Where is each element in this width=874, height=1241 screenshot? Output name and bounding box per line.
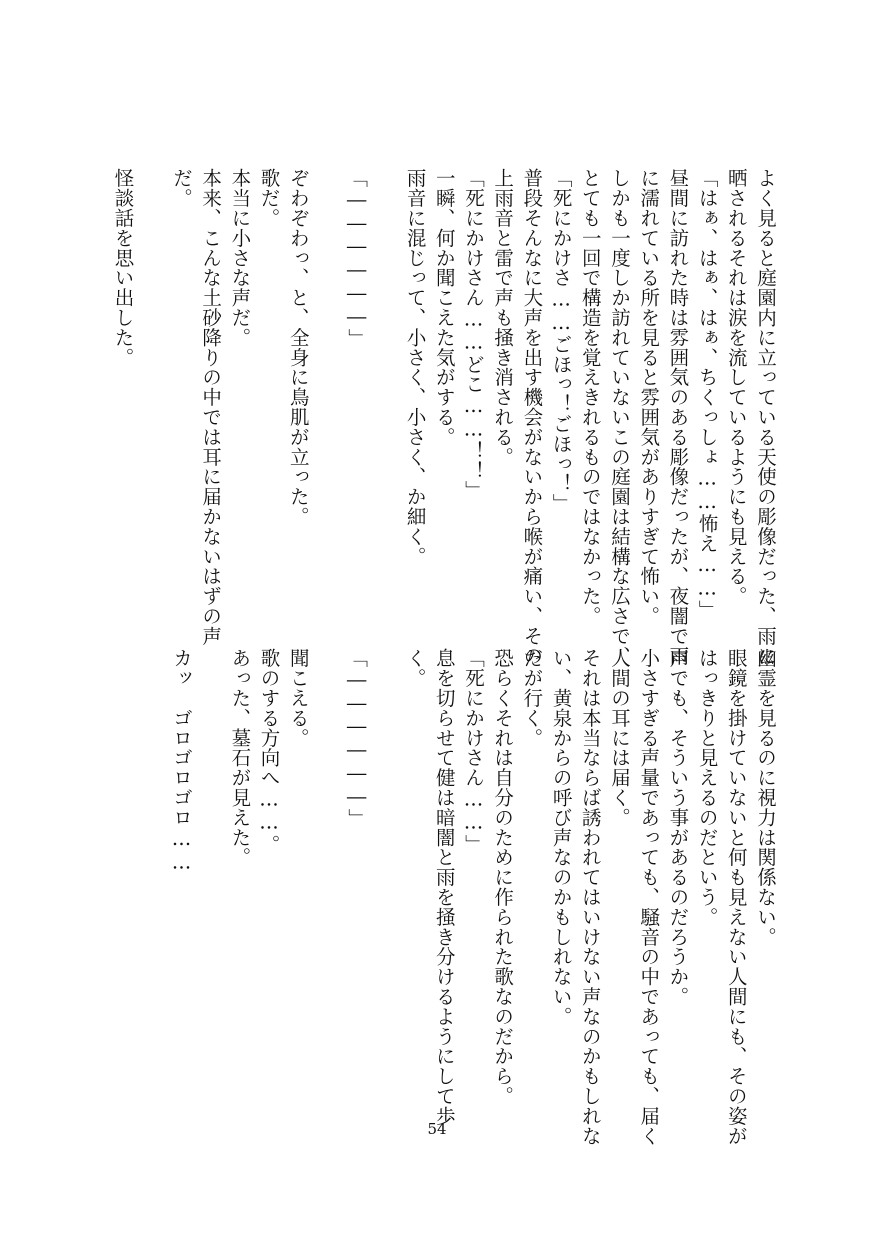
text-line: 声でも、そういう事があるのだろうか。: [666, 648, 690, 1007]
text-block-top: [111, 168, 780, 666]
text-line: [371, 168, 400, 638]
text-line: に濡れている所を見ると雰囲気がありすぎて怖い。: [637, 168, 661, 626]
text-line: 聞こえる。: [286, 648, 310, 748]
text-line: [138, 168, 167, 638]
text-line: 晒されるそれは涙を流しているようにも見える。: [724, 168, 748, 606]
text-line: 幽霊を見るのに視力は関係ない。: [754, 648, 777, 947]
text-line: 小さすぎる声量であっても、騒音の中であっても、届く: [637, 648, 661, 1146]
text-line: [313, 168, 342, 638]
text-line: よく見ると庭園内に立っている天使の彫像だった、雨に: [754, 168, 777, 666]
text-line: だ。: [169, 168, 193, 208]
text-line: [313, 648, 342, 1118]
text-line: [196, 648, 225, 1118]
text-line: 上雨音と雷で声も掻き消される。: [491, 168, 515, 467]
text-line: 「死にかけさ……ごほっ！ごほっ！」: [549, 168, 573, 514]
text-line: はっきりと見えるのだという。: [695, 648, 719, 927]
text-line: 歌だ。: [257, 168, 281, 228]
text-line: 雨音に混じって、小さく、小さく、か細く。: [403, 168, 427, 566]
text-line: ぞわぞわっ、と、全身に鳥肌が立った。: [286, 168, 310, 527]
text-line: 「死にかけさん……どこ……！！」: [461, 168, 485, 501]
text-line: しかも一度しか訪れていないこの庭園は結構な広さで、: [607, 168, 631, 666]
text-line: 本来、こんな土砂降りの中では耳に届かないはずの声: [199, 168, 223, 646]
text-line: い、黄泉からの呼び声なのかもしれない。: [549, 648, 573, 1027]
text-line: 怪談話を思い出した。: [111, 168, 135, 367]
text-line: 歌のする方向へ……。: [257, 648, 281, 854]
text-line: 本当に小さな声だ。: [228, 168, 252, 348]
text-line: 眼鏡を掛けていないと何も見えない人間にも、その姿が: [724, 648, 748, 1146]
text-line: 息を切らせて健は暗闇と雨を掻き分けるようにして歩: [432, 648, 456, 1126]
text-line: 一瞬、何か聞こえた気がする。: [432, 168, 456, 447]
text-line: 「はぁ、はぁ、はぁ、ちくっしょ……怖え……」: [695, 168, 719, 620]
text-line: 恐らくそれは自分のために作られた歌なのだから。: [491, 648, 515, 1106]
text-line: だが行く。: [520, 648, 544, 748]
text-line: 「――――――」: [345, 648, 369, 829]
text-line: 普段そんなに大声を出す機会がないから喉が痛い、その: [520, 168, 544, 666]
text-line: それは本当ならば誘われてはいけない声なのかもしれな: [578, 648, 602, 1146]
text-line: く。: [403, 648, 427, 688]
text-line: とても一回で構造を覚えきれるものではなかった。: [578, 168, 602, 626]
page-number: 54: [427, 1120, 447, 1138]
text-line: [371, 648, 400, 1118]
text-line: カッ ゴロゴロゴロ……: [169, 648, 193, 874]
text-line: 人間の耳には届く。: [607, 648, 631, 828]
text-line: 「――――――」: [345, 168, 369, 349]
text-line: あった、墓石が見えた。: [228, 648, 252, 867]
text-line: 「死にかけさん……」: [461, 648, 485, 854]
text-line: 昼間に訪れた時は雰囲気のある彫像だったが、夜闇で雨: [666, 168, 690, 666]
